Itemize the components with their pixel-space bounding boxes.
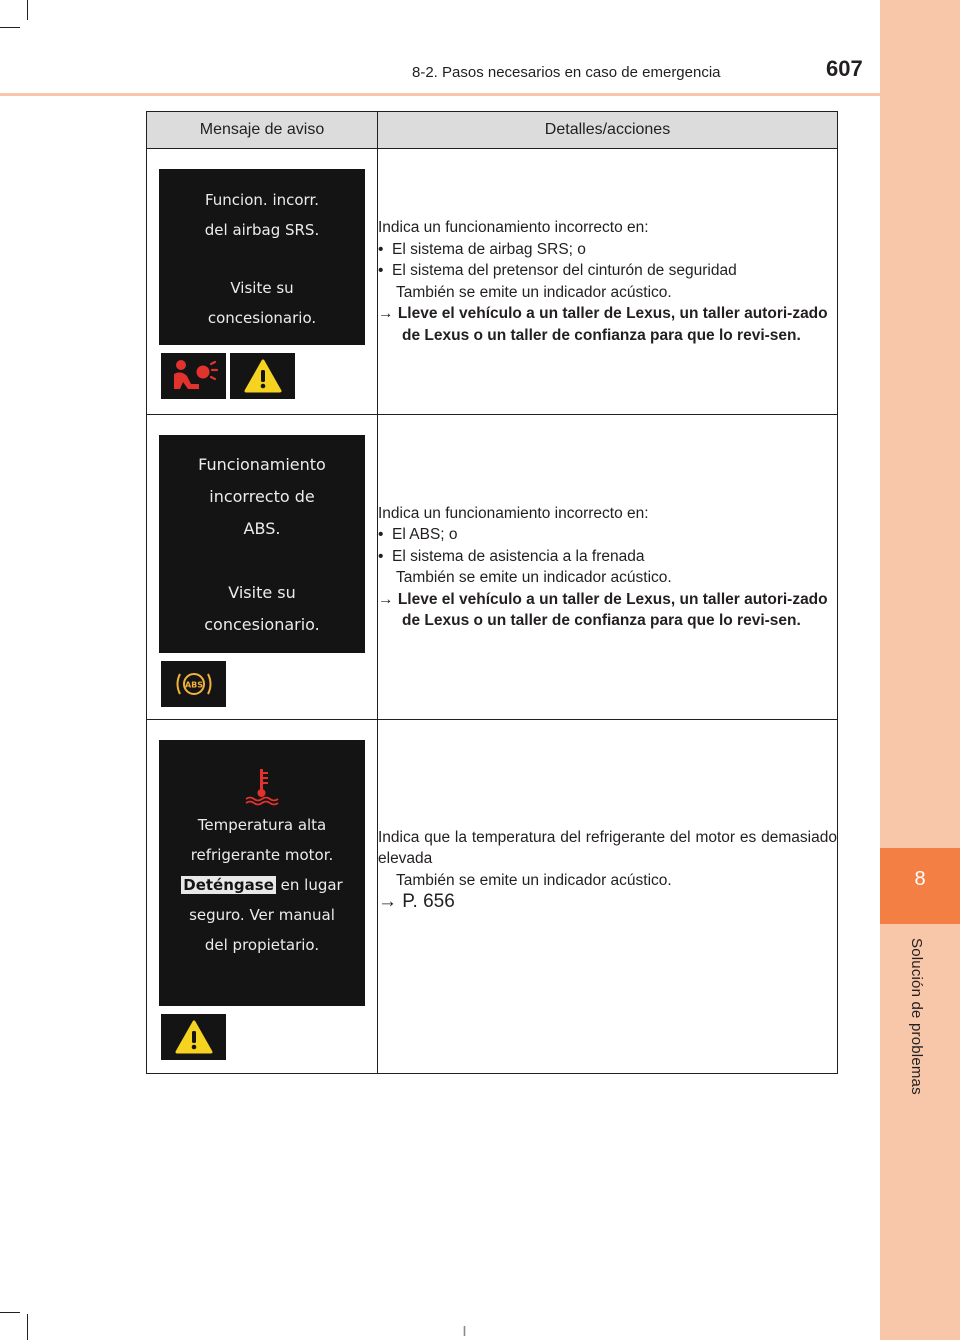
warning-triangle-icon	[243, 358, 283, 394]
screen-line: refrigerante motor.	[190, 846, 334, 864]
screen-text: en lugar	[280, 876, 343, 894]
chapter-title: Solución de problemas	[908, 938, 925, 1095]
screen-line: seguro. Ver manual	[189, 906, 335, 924]
abs-indicator	[161, 661, 226, 707]
page-number: 607	[826, 56, 863, 81]
section-title: 8-2. Pasos necesarios en caso de emergencia	[412, 64, 721, 81]
page-reference	[378, 891, 837, 913]
details-intro: Indica un funcionamiento incorrecto en:	[378, 219, 649, 236]
screen-line: Temperatura alta	[197, 816, 327, 834]
screen-line: del propietario.	[204, 936, 320, 954]
action-instruction	[378, 589, 837, 632]
table-header-row	[147, 112, 838, 149]
column-header-message: Mensaje de aviso	[147, 112, 378, 149]
message-cell	[147, 149, 378, 415]
details-intro: Indica que la temperatura del refrigerante del motor es demasiado elevada	[378, 828, 837, 867]
screen-line	[159, 876, 365, 906]
details-note: También se emite un indicador acústico.	[396, 569, 672, 586]
warning-indicator	[161, 1014, 226, 1060]
screen-line: Visite su	[230, 279, 294, 297]
coolant-temperature-icon	[242, 766, 282, 806]
crop-mark	[27, 0, 28, 20]
column-header-details: Detalles/acciones	[378, 112, 838, 149]
chapter-side-tab	[880, 0, 960, 1340]
table-row	[147, 415, 838, 720]
details-intro: Indica un funcionamiento incorrecto en:	[378, 504, 649, 522]
bullet-mark: •	[378, 240, 393, 258]
crop-mark	[27, 1314, 28, 1340]
airbag-indicator	[161, 353, 226, 399]
details-cell	[378, 149, 838, 415]
table-row	[147, 149, 838, 415]
bullet-text: El ABS; o	[392, 526, 458, 543]
screen-line: Funcionamiento	[198, 455, 326, 474]
bullet-text: El sistema del pretensor del cinturón de seguridad	[392, 262, 737, 279]
crop-mark	[0, 27, 20, 28]
arrow-icon: →	[378, 891, 403, 912]
display-screen	[159, 740, 365, 1006]
screen-line	[159, 251, 365, 279]
bullet-mark: •	[378, 262, 393, 279]
screen-line: ABS.	[243, 519, 281, 538]
screen-line	[159, 551, 365, 583]
list-item	[378, 260, 837, 282]
arrow-icon: →	[378, 590, 398, 608]
list-item	[378, 524, 837, 546]
bullet-mark: •	[378, 547, 393, 565]
stop-highlight: Deténgase	[183, 876, 274, 894]
footer-mark: ı	[462, 1320, 468, 1340]
screen-line: Visite su	[228, 583, 296, 602]
table-row	[147, 720, 838, 1074]
details-cell	[378, 415, 838, 720]
bullet-mark: •	[378, 526, 393, 543]
details-cell	[378, 720, 838, 1074]
screen-line: incorrecto de	[209, 487, 315, 506]
screen-line: concesionario.	[204, 615, 320, 634]
warning-triangle-icon	[174, 1019, 214, 1055]
details-note: También se emite un indicador acústico.	[396, 283, 672, 301]
warning-message-table	[146, 111, 838, 1074]
airbag-icon	[169, 358, 219, 394]
display-screen	[159, 169, 365, 345]
action-instruction	[378, 303, 837, 346]
header-rule	[0, 93, 880, 96]
display-screen	[159, 435, 365, 653]
list-item	[378, 546, 837, 568]
svg-text:ABS: ABS	[184, 680, 203, 690]
abs-icon	[174, 668, 214, 700]
bullet-text: El sistema de airbag SRS; o	[392, 240, 586, 258]
arrow-icon: →	[378, 305, 398, 322]
warning-indicator	[230, 353, 295, 399]
reference-text: P. 656	[402, 891, 455, 912]
action-text: Lleve el vehículo a un taller de Lexus, un taller autori-zado de Lexus o un taller de confianza para que lo revi-sen.	[397, 590, 828, 629]
message-cell	[147, 415, 378, 720]
screen-line: del airbag SRS.	[204, 221, 320, 239]
chapter-number: 8	[914, 868, 926, 890]
message-cell	[147, 720, 378, 1074]
details-note: También se emite un indicador acústico.	[396, 871, 672, 889]
action-text: Lleve el vehículo a un taller de Lexus, un taller autori-zado de Lexus o un taller de confianza para que lo revi-sen.	[397, 305, 828, 344]
screen-line: concesionario.	[207, 309, 317, 327]
crop-mark	[0, 1312, 20, 1313]
list-item	[378, 239, 837, 261]
bullet-text: El sistema de asistencia a la frenada	[392, 547, 645, 565]
screen-line: Funcion. incorr.	[204, 191, 320, 209]
